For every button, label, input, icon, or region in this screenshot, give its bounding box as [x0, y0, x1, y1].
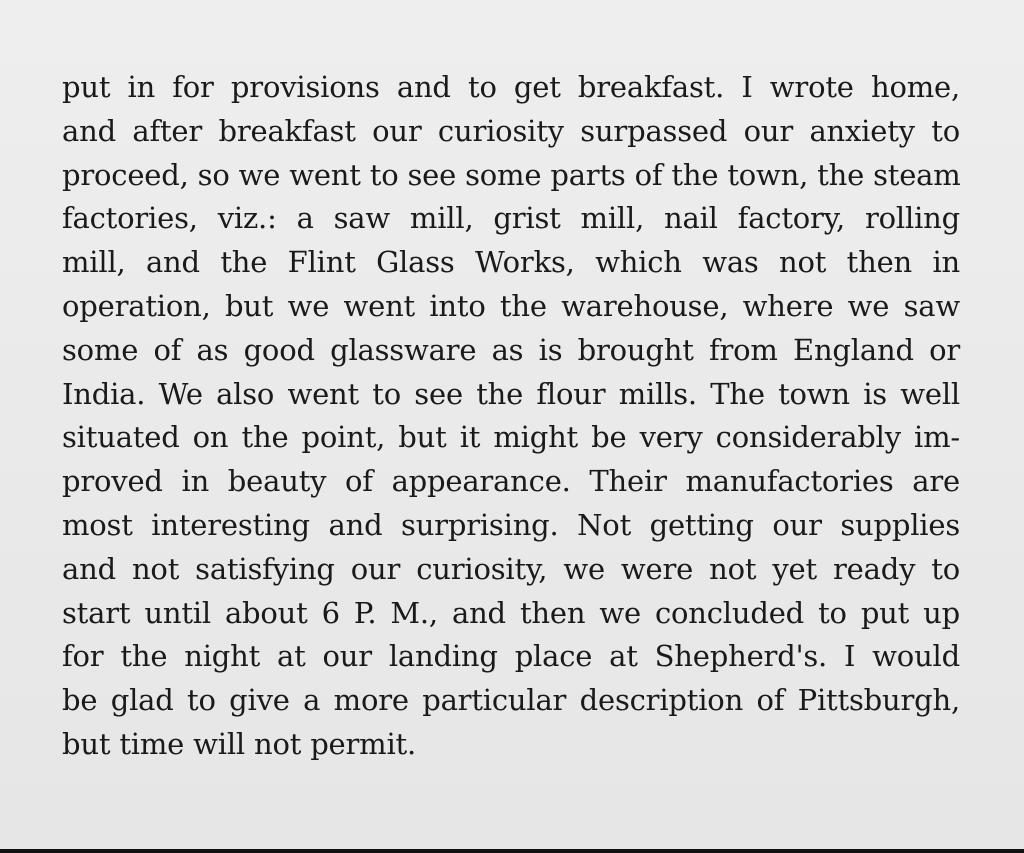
text-line: start until about 6 P. M., and then we concluded to put up	[62, 595, 960, 630]
text-line: and after breakfast our curiosity surpassed our anxiety to	[62, 113, 960, 148]
text-line: some of as good glassware as is brought from England or	[62, 332, 960, 367]
text-line: put in for provisions and to get breakfast. I wrote home,	[62, 70, 960, 104]
text-line: proved in beauty of appearance. Their manufactories are	[62, 464, 960, 499]
text-line: and not satisfying our curiosity, we were not yet ready to	[62, 551, 960, 586]
text-line: be glad to give a more particular description of Pittsburgh,	[62, 683, 960, 718]
text-line: India. We also went to see the flour mills. The town is well	[62, 376, 960, 411]
text-line: but time will not permit.	[62, 726, 417, 761]
body-paragraph	[62, 66, 960, 767]
text-line: mill, and the Flint Glass Works, which was not then in	[62, 245, 960, 280]
text-line: operation, but we went into the warehouse, where we saw	[62, 288, 960, 323]
text-line: situated on the point, but it might be very considerably im-	[62, 420, 960, 455]
text-line: most interesting and surprising. Not getting our supplies	[62, 507, 960, 542]
text-line: factories, viz.: a saw mill, grist mill, nail factory, rolling	[62, 201, 960, 236]
text-line: proceed, so we went to see some parts of the town, the steam	[62, 157, 961, 192]
text-line: for the night at our landing place at Shepherd's. I would	[62, 639, 960, 674]
page-bottom-border	[0, 849, 1024, 853]
